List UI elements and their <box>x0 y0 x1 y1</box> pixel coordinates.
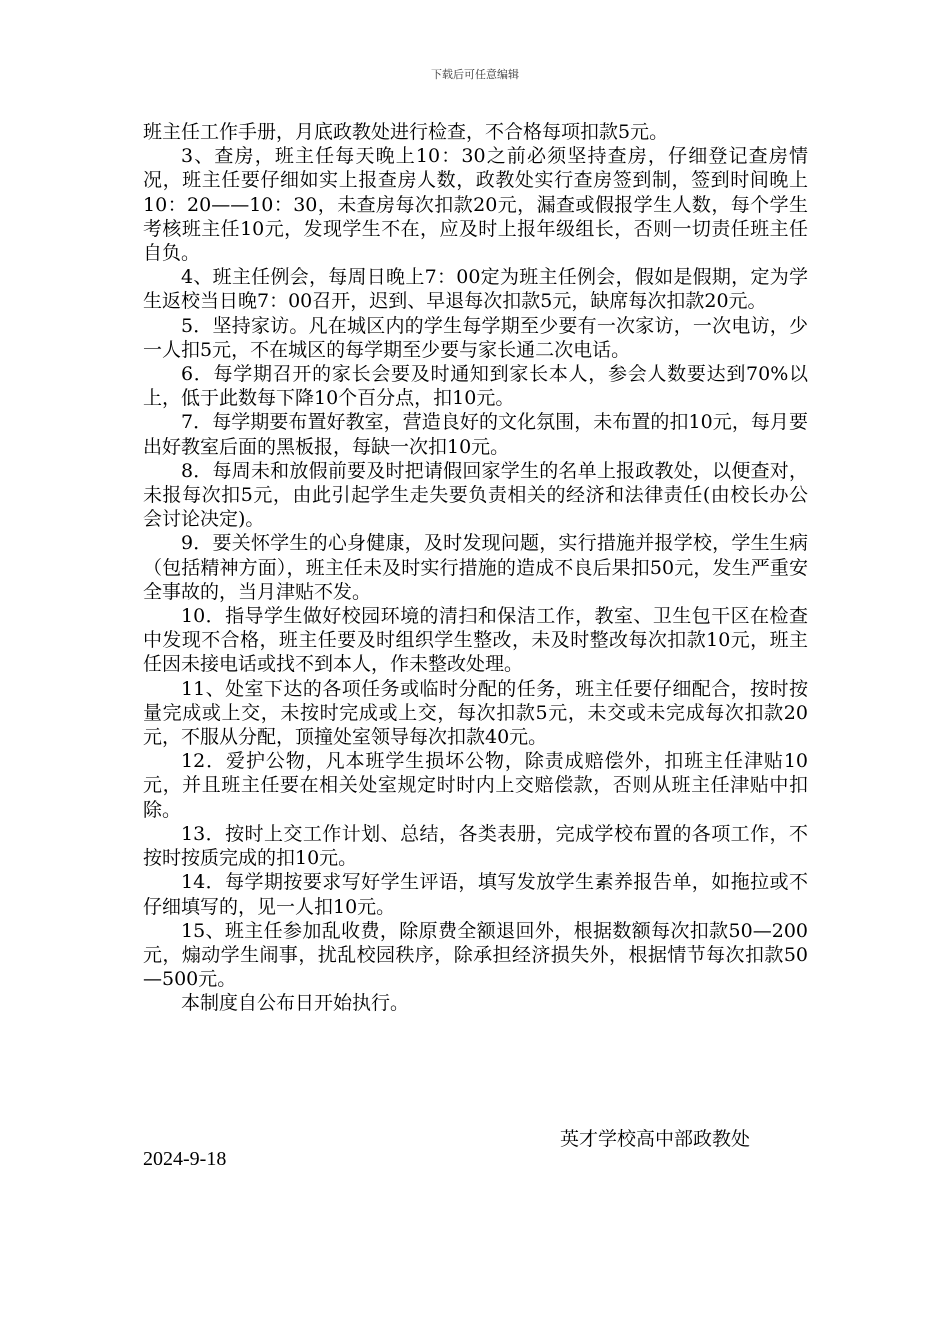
paragraph-9-health: 9．要关怀学生的心身健康，及时发现问题，实行措施并报学校，学生生病（包括精神方面），班主任未及时实行措施的造成不良后果扣50元，发生严重安全事故的，当月津贴不发。 <box>143 532 808 603</box>
document-date: 2024-9-18 <box>143 1148 227 1170</box>
paragraph-3-room-check: 3、查房，班主任每天晚上10：30之前必须坚持查房，仔细登记查房情况，班主任要仔细如实上报查房人数，政教处实行查房签到制，签到时间晚上10：20——10：30，未查房每次扣款20元，漏查或假报学生人数，每个学生考核班主任10元，发现学生不在，应及时上报年级组长，否则一切责任班主任自负。 <box>143 145 808 265</box>
paragraph-5-home-visit: 5．坚持家访。凡在城区内的学生每学期至少要有一次家访，一次电访，少一人扣5元，不在城区的每学期至少要与家长通二次电话。 <box>143 314 808 361</box>
paragraph-11-tasks: 11、处室下达的各项任务或临时分配的任务，班主任要仔细配合，按时按量完成或上交，未按时完成或上交，每次扣款5元，未交或未完成每次扣款20元，不服从分配，顶撞处室领导每次扣款40元。 <box>143 677 808 749</box>
signature: 英才学校高中部政教处 <box>560 1128 751 1150</box>
paragraph-8-leave-list: 8．每周未和放假前要及时把请假回家学生的名单上报政教处，以便查对，未报每次扣5元，由此引起学生走失要负责相关的经济和法律责任(由校长办公会讨论决定)。 <box>143 459 808 531</box>
paragraph-7-classroom: 7．每学期要布置好教室，营造良好的文化氛围，未布置的扣10元，每月要出好教室后面的黑板报，每缺一次扣10元。 <box>143 411 808 458</box>
paragraph-13-plans: 13．按时上交工作计划、总结，各类表册，完成学校布置的各项工作，不按时按质完成的扣10元。 <box>143 822 808 870</box>
paragraph-12-property: 12．爱护公物，凡本班学生损坏公物，除责成赔偿外，扣班主任津贴10元，并且班主任要在相关处室规定时时内上交赔偿款，否则从班主任津贴中扣除。 <box>143 750 808 821</box>
paragraph-4-meeting: 4、班主任例会，每周日晚上7：00定为班主任例会，假如是假期，定为学生返校当日晚7：00召开，迟到、早退每次扣款5元，缺席每次扣款20元。 <box>143 266 808 313</box>
header-note: 下载后可任意编辑 <box>431 68 519 81</box>
document-body <box>143 120 808 1016</box>
paragraph-14-comments: 14．每学期按要求写好学生评语，填写发放学生素养报告单，如拖拉或不仔细填写的，见一人扣10元。 <box>143 871 808 918</box>
paragraph-6-parent-meeting: 6．每学期召开的家长会要及时通知到家长本人，参会人数要达到70%以上，低于此数每下降10个百分点，扣10元。 <box>143 363 808 410</box>
paragraph-effective: 本制度自公布日开始执行。 <box>181 992 410 1015</box>
paragraph-15-fees: 15、班主任参加乱收费，除原费全额退回外，根据数额每次扣款50—200元，煽动学生闹事，扰乱校园秩序，除承担经济损失外，根据情节每次扣款50—500元。 <box>143 919 808 991</box>
paragraph-continuation: 班主任工作手册，月底政教处进行检查，不合格每项扣款5元。 <box>143 121 669 143</box>
paragraph-10-cleaning: 10．指导学生做好校园环境的清扫和保洁工作，教室、卫生包干区在检查中发现不合格，班主任要及时组织学生整改，未及时整改每次扣款10元，班主任因未接电话或找不到本人，作未整改处理。 <box>143 605 808 676</box>
